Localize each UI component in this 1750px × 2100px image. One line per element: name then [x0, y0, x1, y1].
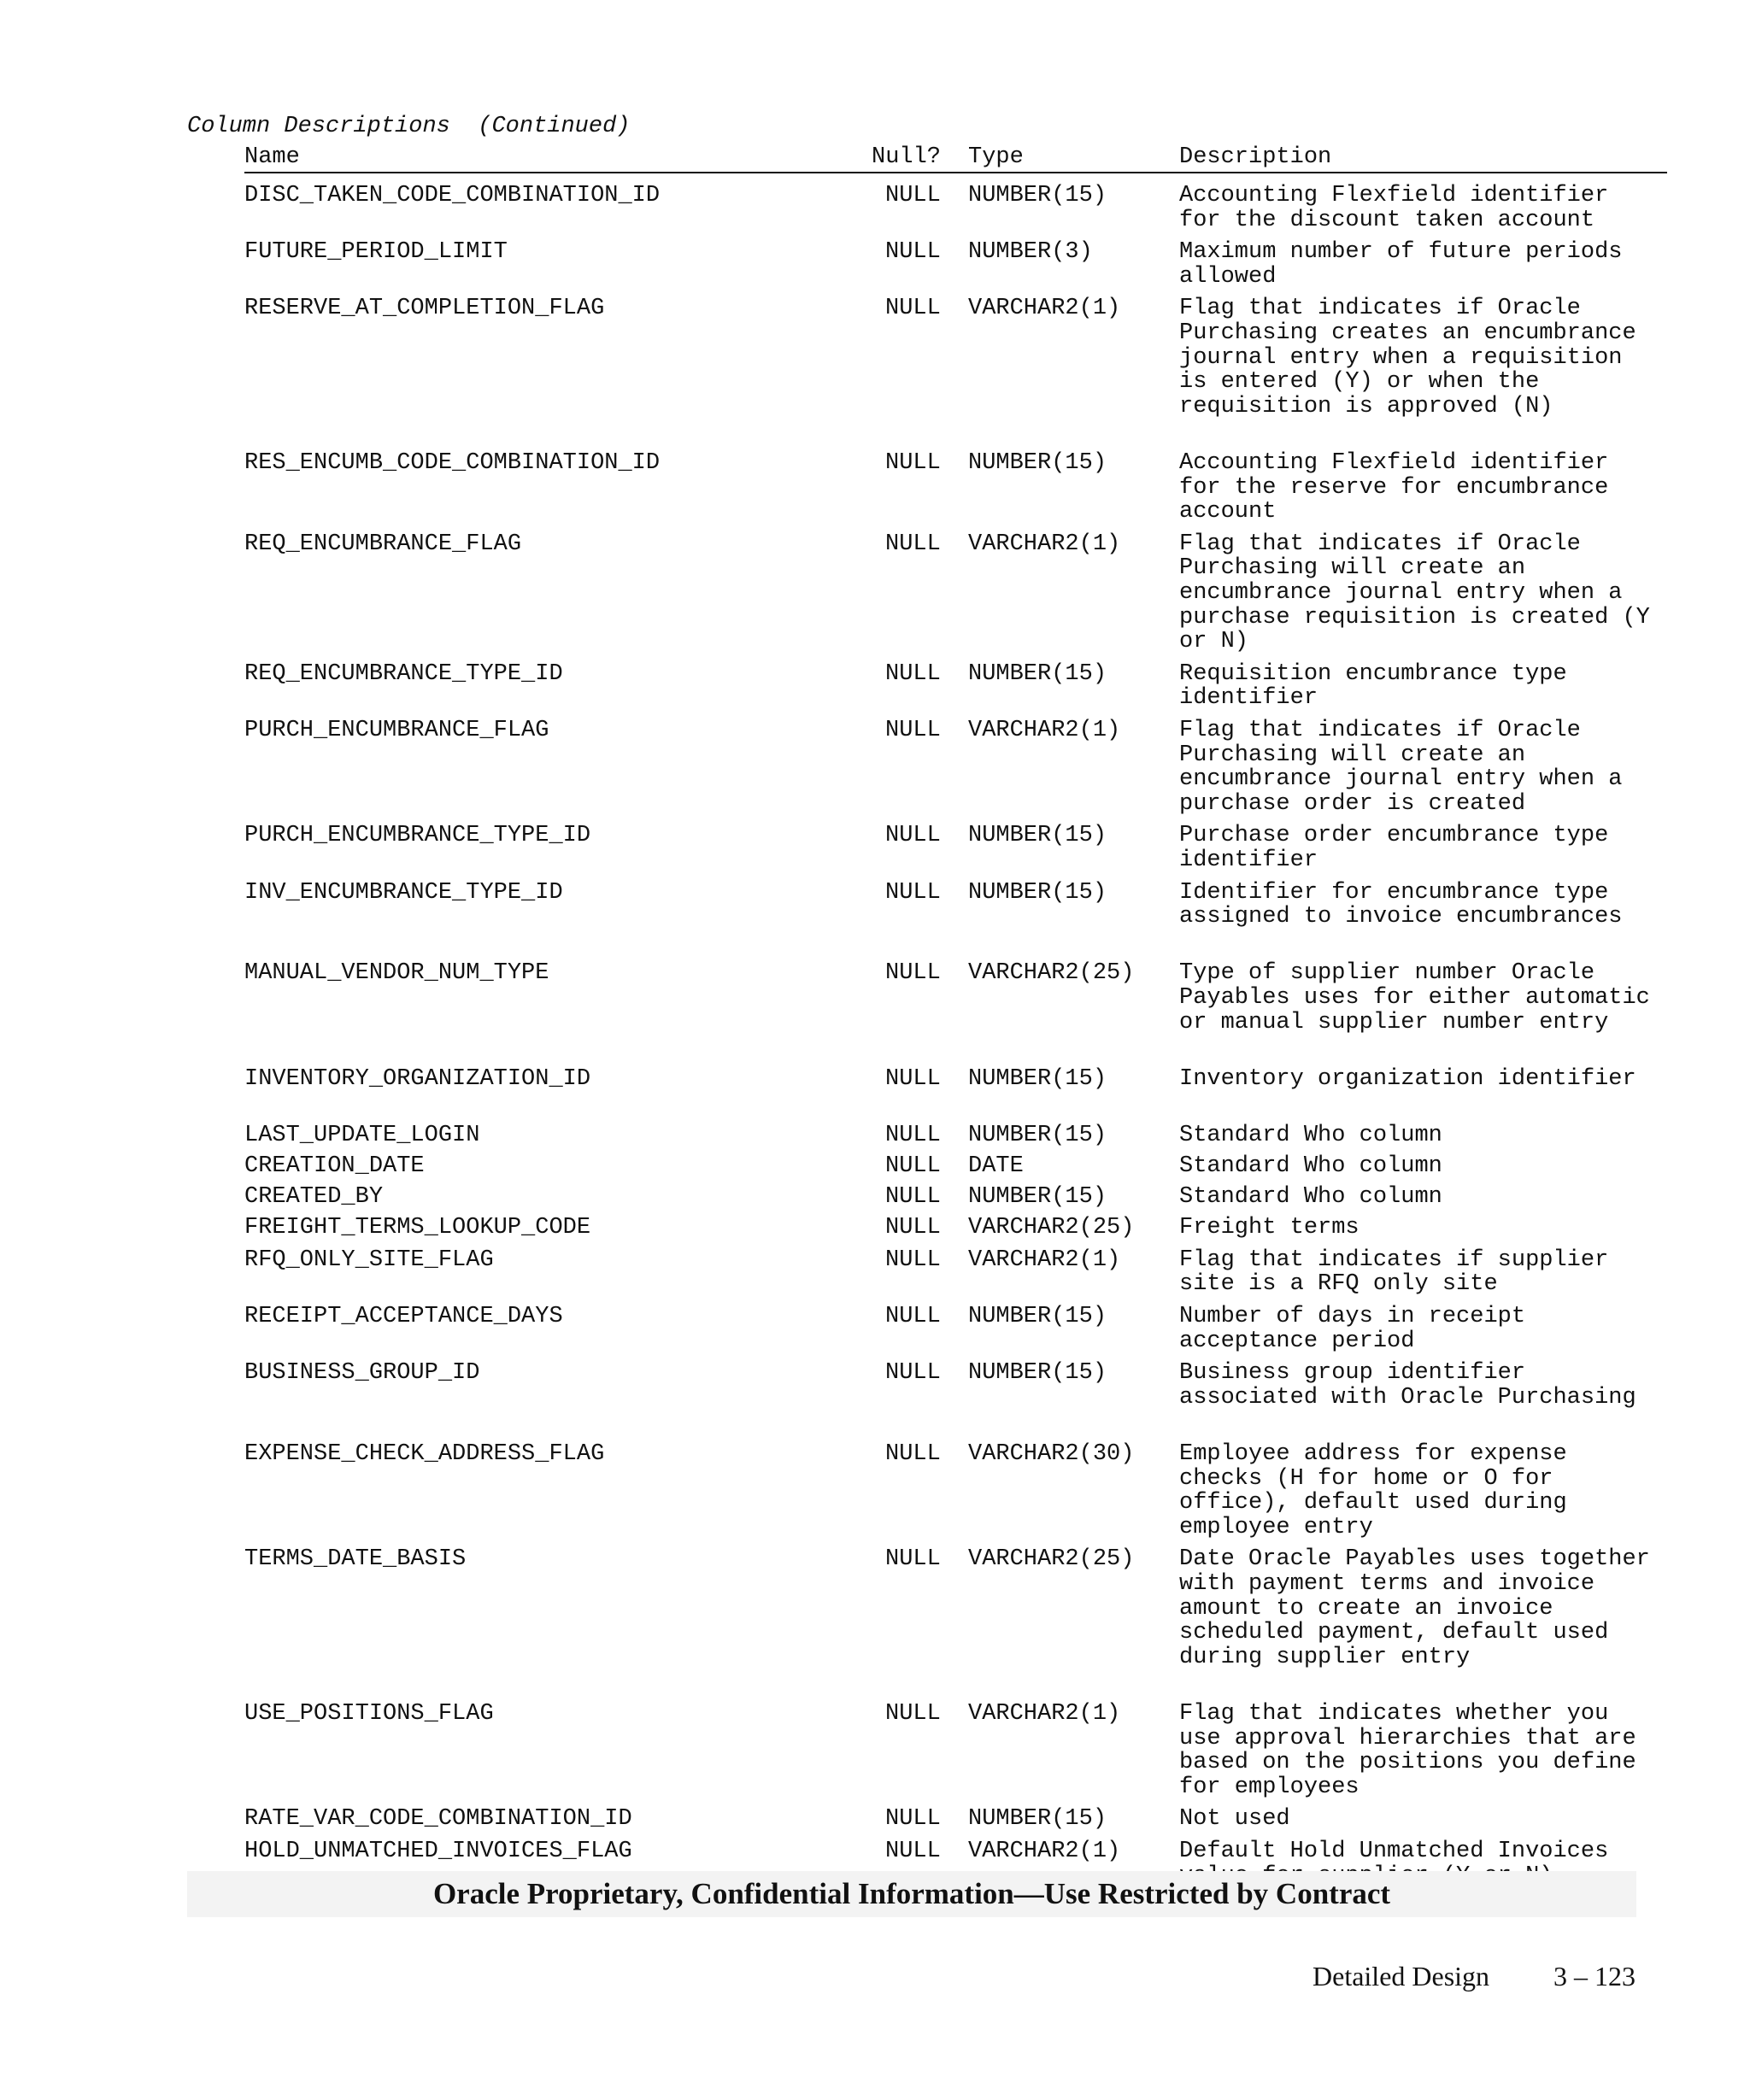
- proprietary-banner: Oracle Proprietary, Confidential Information––Use Restricted by Contract: [187, 1871, 1636, 1917]
- column-name: BUSINESS_GROUP_ID: [244, 1360, 480, 1387]
- column-type: NUMBER(15): [968, 1122, 1107, 1148]
- column-null: NULL: [885, 823, 941, 849]
- column-null: NULL: [885, 1806, 941, 1833]
- column-type: DATE: [968, 1153, 1024, 1179]
- column-name: FUTURE_PERIOD_LIMIT: [244, 239, 508, 266]
- column-type: NUMBER(15): [968, 1806, 1107, 1833]
- table-row: [0, 184, 1750, 240]
- column-name: HOLD_UNMATCHED_INVOICES_FLAG: [244, 1838, 632, 1864]
- column-name: LAST_UPDATE_LOGIN: [244, 1122, 480, 1148]
- table-row: [0, 662, 1750, 719]
- table-row: [0, 824, 1750, 880]
- table-row: [0, 1305, 1750, 1361]
- column-description: Standard Who column: [1179, 1184, 1442, 1211]
- column-name: RECEIPT_ACCEPTANCE_DAYS: [244, 1303, 563, 1329]
- table-row: [0, 1807, 1750, 1839]
- column-null: NULL: [885, 717, 941, 743]
- column-null: NULL: [885, 1247, 941, 1273]
- table-row: [0, 1361, 1750, 1442]
- column-type: NUMBER(15): [968, 879, 1107, 906]
- column-type: NUMBER(15): [968, 1303, 1107, 1329]
- table-row: [0, 1702, 1750, 1807]
- table-row: [0, 451, 1750, 532]
- column-description: Standard Who column: [1179, 1122, 1442, 1148]
- header-rule: [244, 172, 1667, 173]
- column-type: NUMBER(15): [968, 1184, 1107, 1211]
- column-name: PURCH_ENCUMBRANCE_TYPE_ID: [244, 823, 591, 849]
- table-caption: Column Descriptions (Continued): [187, 114, 631, 139]
- column-type: NUMBER(15): [968, 1065, 1107, 1092]
- column-null: NULL: [885, 960, 941, 987]
- column-type: NUMBER(3): [968, 239, 1093, 266]
- column-name: INVENTORY_ORGANIZATION_ID: [244, 1065, 591, 1092]
- column-description: Requisition encumbrance type identifier: [1179, 660, 1567, 712]
- column-null: NULL: [885, 1700, 941, 1727]
- column-name: RFQ_ONLY_SITE_FLAG: [244, 1247, 494, 1273]
- column-type: VARCHAR2(1): [968, 1700, 1121, 1727]
- table-row: [0, 1185, 1750, 1216]
- column-description: Inventory organization identifier: [1179, 1065, 1636, 1092]
- table-row: [0, 961, 1750, 1066]
- header-type: Type: [968, 144, 1024, 170]
- column-name: CREATION_DATE: [244, 1153, 425, 1179]
- column-name: DISC_TAKEN_CODE_COMBINATION_ID: [244, 183, 661, 208]
- column-null: NULL: [885, 1215, 941, 1241]
- column-type: NUMBER(15): [968, 449, 1107, 476]
- column-type: NUMBER(15): [968, 183, 1107, 208]
- column-description: Flag that indicates whether you use approval hierarchies that are based on the positions you define for employees: [1179, 1700, 1636, 1800]
- column-description: Flag that indicates if Oracle Purchasing creates an encumbrance journal entry when a requisition is entered (Y) or when the requisition is approved (N): [1179, 296, 1636, 419]
- column-name: MANUAL_VENDOR_NUM_TYPE: [244, 960, 549, 987]
- column-null: NULL: [885, 1360, 941, 1387]
- column-description: Maximum number of future periods allowed: [1179, 239, 1623, 290]
- column-type: VARCHAR2(1): [968, 1838, 1121, 1864]
- column-type: VARCHAR2(1): [968, 1247, 1121, 1273]
- table-row: [0, 719, 1750, 824]
- column-null: NULL: [885, 1122, 941, 1148]
- column-null: NULL: [885, 1153, 941, 1179]
- table-row: [0, 1547, 1750, 1702]
- column-description: Default Hold Unmatched Invoices: [1179, 1838, 1609, 1864]
- table-row: [0, 1154, 1750, 1185]
- header-name: Name: [244, 144, 300, 170]
- column-type: NUMBER(15): [968, 1360, 1107, 1387]
- column-description: Number of days in receipt acceptance period: [1179, 1303, 1526, 1354]
- table-row: [0, 532, 1750, 662]
- column-description: Type of supplier number Oracle Payables uses for either automatic or manual supplier number entry: [1179, 960, 1650, 1035]
- footer-page-number: 3 – 123: [1553, 1961, 1635, 1991]
- column-description: Flag that indicates if supplier site is a RFQ only site: [1179, 1247, 1609, 1298]
- column-description: Standard Who column: [1179, 1153, 1442, 1179]
- column-null: NULL: [885, 183, 941, 208]
- column-description: Freight terms: [1179, 1215, 1359, 1241]
- column-null: NULL: [885, 1184, 941, 1211]
- column-name: CREATED_BY: [244, 1184, 384, 1211]
- table-header: [0, 144, 1750, 171]
- column-type: NUMBER(15): [968, 823, 1107, 849]
- column-type: VARCHAR2(1): [968, 296, 1121, 322]
- column-description: Identifier for encumbrance type assigned to invoice encumbrances: [1179, 879, 1623, 930]
- table-row: [0, 296, 1750, 451]
- column-name: PURCH_ENCUMBRANCE_FLAG: [244, 717, 549, 743]
- column-type: VARCHAR2(30): [968, 1440, 1135, 1467]
- column-description: Date Oracle Payables uses together with payment terms and invoice amount to create an invoice scheduled payment, default used during supplier entry: [1179, 1546, 1650, 1670]
- column-name: EXPENSE_CHECK_ADDRESS_FLAG: [244, 1440, 605, 1467]
- column-name: REQ_ENCUMBRANCE_TYPE_ID: [244, 660, 563, 687]
- column-null: NULL: [885, 1065, 941, 1092]
- column-null: NULL: [885, 879, 941, 906]
- column-null: NULL: [885, 1303, 941, 1329]
- table-row: [0, 240, 1750, 296]
- column-null: NULL: [885, 239, 941, 266]
- table-row: [0, 1216, 1750, 1248]
- column-name: INV_ENCUMBRANCE_TYPE_ID: [244, 879, 563, 906]
- column-null: NULL: [885, 449, 941, 476]
- footer-section-title: Detailed Design: [1312, 1961, 1490, 1991]
- column-name: USE_POSITIONS_FLAG: [244, 1700, 494, 1727]
- column-description: Accounting Flexfield identifier for the reserve for encumbrance account: [1179, 449, 1609, 525]
- column-description: Business group identifier associated with Oracle Purchasing: [1179, 1360, 1636, 1411]
- column-name: TERMS_DATE_BASIS: [244, 1546, 467, 1573]
- column-null: NULL: [885, 531, 941, 557]
- column-type: VARCHAR2(25): [968, 960, 1135, 987]
- table-row: [0, 1442, 1750, 1547]
- column-type: VARCHAR2(25): [968, 1215, 1135, 1241]
- column-null: NULL: [885, 1838, 941, 1864]
- column-description: Flag that indicates if Oracle Purchasing will create an encumbrance journal entry when a purchase order is created: [1179, 717, 1623, 817]
- column-name: RES_ENCUMB_CODE_COMBINATION_ID: [244, 449, 661, 476]
- column-description: Employee address for expense checks (H for home or O for office), default used during employee entry: [1179, 1440, 1567, 1540]
- column-description: Accounting Flexfield identifier for the discount taken account: [1179, 183, 1609, 233]
- column-type: VARCHAR2(1): [968, 531, 1121, 557]
- column-table: [0, 184, 1750, 1896]
- column-null: NULL: [885, 1546, 941, 1573]
- table-row: [0, 881, 1750, 962]
- column-null: NULL: [885, 660, 941, 687]
- column-description: Flag that indicates if Oracle Purchasing will create an encumbrance journal entry when a purchase requisition is created (Y or N): [1179, 531, 1650, 655]
- table-row: [0, 1067, 1750, 1123]
- column-description: Purchase order encumbrance type identifier: [1179, 823, 1609, 873]
- header-null: Null?: [872, 144, 942, 170]
- column-description: Not used: [1179, 1806, 1290, 1833]
- column-name: REQ_ENCUMBRANCE_FLAG: [244, 531, 522, 557]
- column-name: RESERVE_AT_COMPLETION_FLAG: [244, 296, 605, 322]
- table-row: [0, 1248, 1750, 1305]
- column-type: VARCHAR2(25): [968, 1546, 1135, 1573]
- column-name: RATE_VAR_CODE_COMBINATION_ID: [244, 1806, 632, 1833]
- column-type: VARCHAR2(1): [968, 717, 1121, 743]
- column-null: NULL: [885, 296, 941, 322]
- header-description: Description: [1179, 144, 1332, 170]
- column-null: NULL: [885, 1440, 941, 1467]
- table-row: [0, 1123, 1750, 1154]
- column-name: FREIGHT_TERMS_LOOKUP_CODE: [244, 1215, 591, 1241]
- column-type: NUMBER(15): [968, 660, 1107, 687]
